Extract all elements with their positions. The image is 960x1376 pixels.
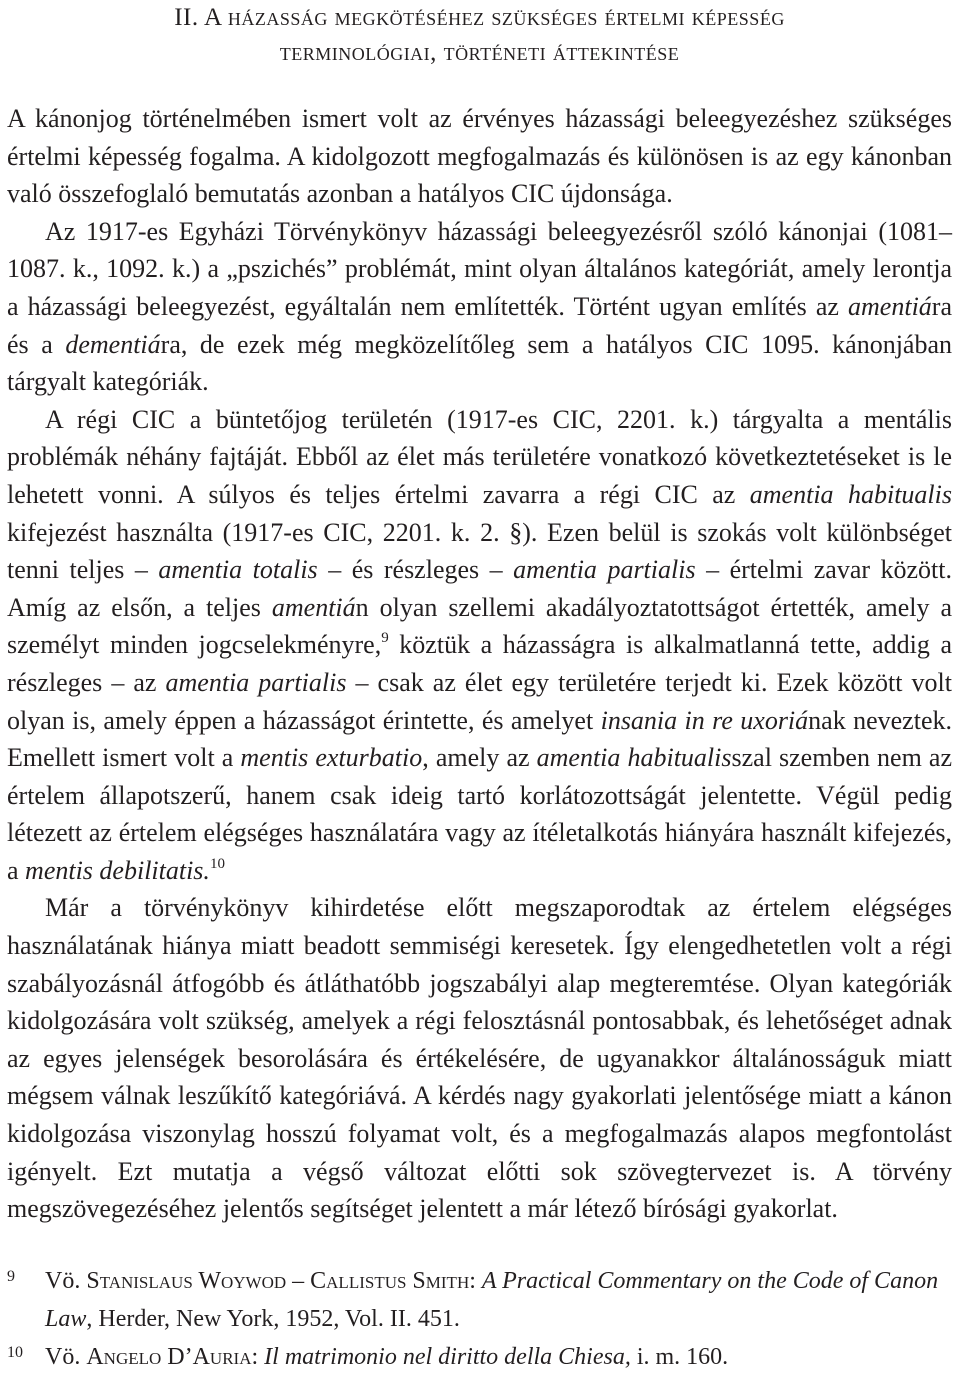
footnotes: [7, 1262, 952, 1376]
text-run: , amely az: [422, 743, 537, 773]
chapter-heading-line-1: II. A házasság megkötéséhez szükséges értelmi képesség: [174, 4, 785, 31]
footnote-text: Vö.: [45, 1268, 87, 1294]
footnote-text: , Herder, New York, 1952, Vol. II. 451.: [86, 1306, 460, 1332]
italic-term: dementiá: [65, 329, 161, 359]
italic-term: mentis exturbatio: [240, 743, 423, 773]
footnote-text: :: [469, 1268, 482, 1294]
document-page: [7, 0, 952, 1228]
text-run: ra, de ezek még megközelítőleg sem a hatályos CIC 1095. kánonjában tárgyalt kategóriák.: [7, 329, 952, 397]
italic-term: insania in re uxoriá: [600, 705, 809, 735]
footnote-title: Il matrimonio nel diritto della Chiesa,: [264, 1344, 631, 1370]
footnote-title: A Practical Commentary on the Code of Canon Law: [45, 1268, 939, 1332]
italic-term: amentia totalis: [158, 555, 318, 585]
footnote-text: Vö.: [45, 1344, 87, 1370]
footnote-10: [7, 1338, 952, 1376]
italic-term: mentis debilitatis.: [25, 855, 210, 885]
footnote-ref-10[interactable]: 10: [209, 855, 225, 872]
text-run: – és részleges –: [317, 555, 514, 585]
footnote-ref-9[interactable]: 9: [381, 630, 389, 647]
text-run: köztük a házasságra is alkalmatlanná tette, addig a részleges – az: [7, 630, 952, 697]
paragraph-3: [7, 401, 952, 890]
text-run: kifejezést használta (1917-es CIC, 2201. k. 2. §). Ezen belül is szokás volt különbséget tenni teljes –: [7, 517, 952, 585]
text-run: A régi CIC a büntetőjog területén (1917-es CIC, 2201. k.) tárgyalta a mentális problémák néhány fajtáját. Ebből az élet más területére vonatkozó következtetéseket is le lehetett vonni. A súlyos és teljes értelmi zavarra a régi CIC az: [7, 404, 952, 509]
chapter-heading-line-2: terminológiai, történeti áttekintése: [279, 39, 680, 66]
text-run: – csak az élet egy területére terjedt ki. Ezek között volt olyan is, amely éppen a házasságot érintette, és amelyet: [7, 667, 952, 735]
footnote-authors: Angelo D’Auria: [86, 1344, 252, 1370]
footnote-9: [7, 1262, 952, 1338]
text-run: nak neveztek. Emellett ismert volt a: [7, 705, 952, 773]
italic-term: amentiá: [271, 592, 356, 622]
text-run: ra és a: [7, 291, 952, 359]
footnote-number: 9: [7, 1268, 15, 1285]
paragraph-2: [7, 213, 952, 401]
chapter-heading: [7, 0, 952, 70]
paragraph-4: [7, 889, 952, 1227]
italic-term: amentia partialis: [165, 667, 347, 697]
footnote-number: 10: [7, 1344, 23, 1361]
text-run: n olyan szellemi akadályoztatottságot értették, amely a személyt minden jogcselekményre,: [7, 592, 952, 660]
paragraph-1: [7, 100, 952, 213]
italic-term: amentiá: [848, 291, 932, 321]
text-run: A kánonjog történelmében ismert volt az érvényes házassági beleegyezéshez szükséges értelmi képesség fogalma. A kidolgozott megfogalmazás és különösen is az egy kánonban való összefoglaló bemutatás azonban a hatályos CIC újdonsága.: [7, 104, 952, 209]
text-run: Már a törvénykönyv kihirdetése előtt megszaporodtak az értelem elégséges használatának hiánya miatt beadott semmiségi keresetek. Így elengedhetetlen volt a régi szabályozásnál átfogóbb és átláthatóbb jogszabályi alap megteremtése. Olyan kategóriák kidolgozására volt szükség, amelyek a régi felosztásnál pontosabbak, és lehetőséget adnak az egyes jelenségek besorolására és értékelésére, de ugyanakkor általánosságuk miatt mégsem válnak leszűkítő kategóriává. A kérdés nagy gyakorlati jelentősége miatt a kánon kidolgozása viszonylag hosszú folyamat volt, és a megfogalmazás alapos megfontolást igényelt. Ezt mutatja a végső változat előtti sok szövegtervezet is. A törvény megszövegezéséhez jelentős segítséget jelentett a már létező bírósági gyakorlat.: [7, 893, 952, 1224]
text-run: – értelmi zavar között. Amíg az elsőn, a teljes: [7, 555, 953, 622]
body-text: [7, 100, 952, 1228]
text-run: szal szemben nem az értelem állapotszerű, hanem csak ideig tartó korlátozottságát jelentette. Végül pedig létezett az értelem elégséges használatára vagy az ítéletalkotás hiányára használt kifejezés, a: [7, 743, 952, 885]
italic-term: amentia partialis: [513, 555, 696, 585]
italic-term: amentia habitualis: [536, 743, 732, 773]
footnote-text: i. m. 160.: [630, 1344, 729, 1370]
italic-term: amentia habitualis: [749, 479, 952, 509]
footnote-text: :: [251, 1344, 265, 1370]
footnote-authors: Stanislaus Woywod – Callistus Smith: [86, 1268, 470, 1294]
text-run: Az 1917-es Egyházi Törvénykönyv házassági beleegyezésről szóló kánonjai (1081–1087. k., 1092. k.) a „pszichés” problémát, mint olyan általános kategóriát, amely lerontja a házassági beleegyezést, egyáltalán nem említették. Történt ugyan említés az: [7, 216, 952, 321]
